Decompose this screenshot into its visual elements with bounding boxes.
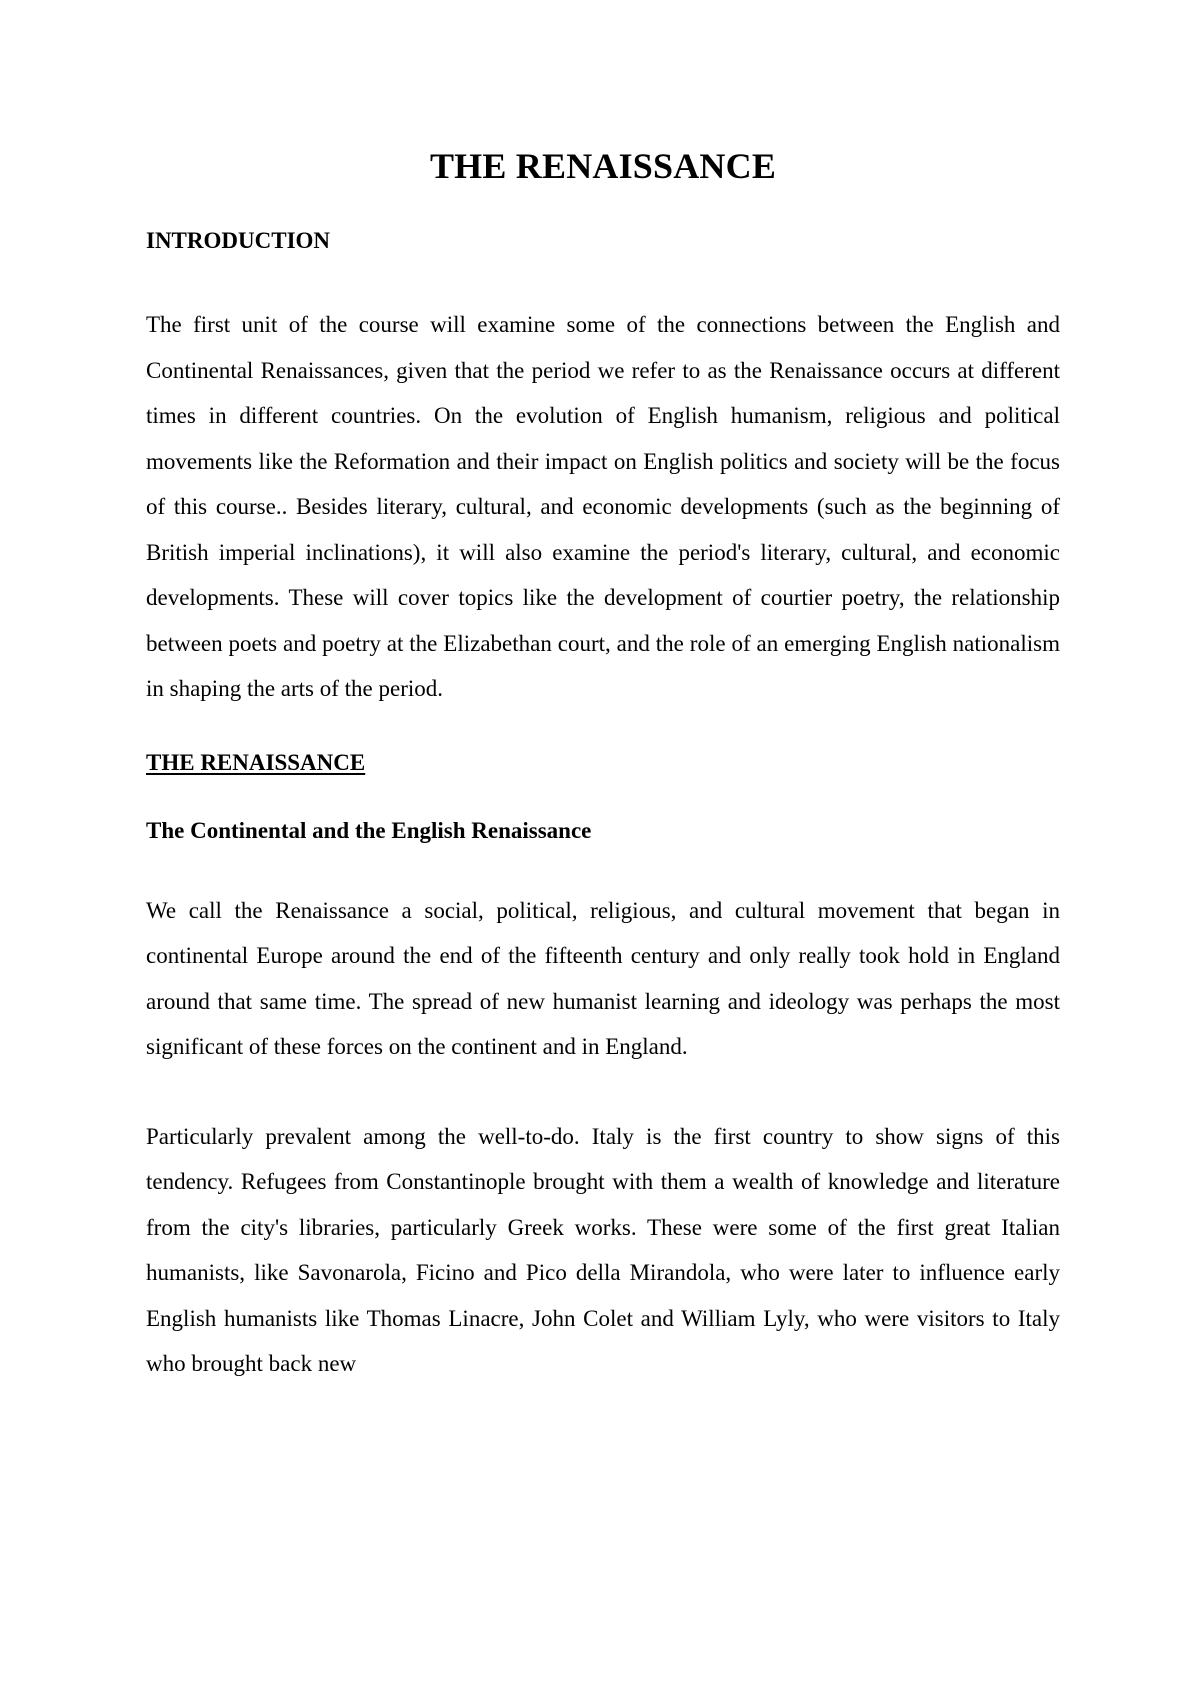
- continental-english-subheading: The Continental and the English Renaissance: [146, 817, 592, 843]
- renaissance-definition-paragraph: We call the Renaissance a social, political, religious, and cultural movement that began in continental Europe around the end of the fifteenth century and only really took hold in England around that same time. The spread of new humanist learning and ideology was perhaps the most significant of these forces on the continent and in England.: [146, 897, 1060, 1059]
- italian-humanists-paragraph: Particularly prevalent among the well-to-do. Italy is the first country to show signs of this tendency. Refugees from Constantinople brought with them a wealth of knowledge and literature from the city's libraries, particularly Greek works. These were some of the first great Italian humanists, like Savonarola, Ficino and Pico della Mirandola, who were later to influence early English humanists like Thomas Linacre, John Colet and William Lyly, who were visitors to Italy who brought back new: [146, 1123, 1060, 1376]
- document-title: THE RENAISSANCE: [429, 146, 777, 186]
- renaissance-section-heading: THE RENAISSANCE: [146, 749, 366, 775]
- introduction-paragraph: The first unit of the course will examine some of the connections between the English and Continental Renaissances, given that the period we refer to as the Renaissance occurs at different times in different countries. On the evolution of English humanism, religious and political movements like the Reformation and their impact on English politics and society will be the focus of this course.. Besides literary, cultural, and economic developments (such as the beginning of British imperial inclinations), it will also examine the period's literary, cultural, and economic developments. These will cover topics like the development of courtier poetry, the relationship between poets and poetry at the Elizabethan court, and the role of an emerging English nationalism in shaping the arts of the period.: [146, 312, 1060, 701]
- document-body: [146, 140, 1060, 1387]
- introduction-heading: INTRODUCTION: [146, 228, 331, 253]
